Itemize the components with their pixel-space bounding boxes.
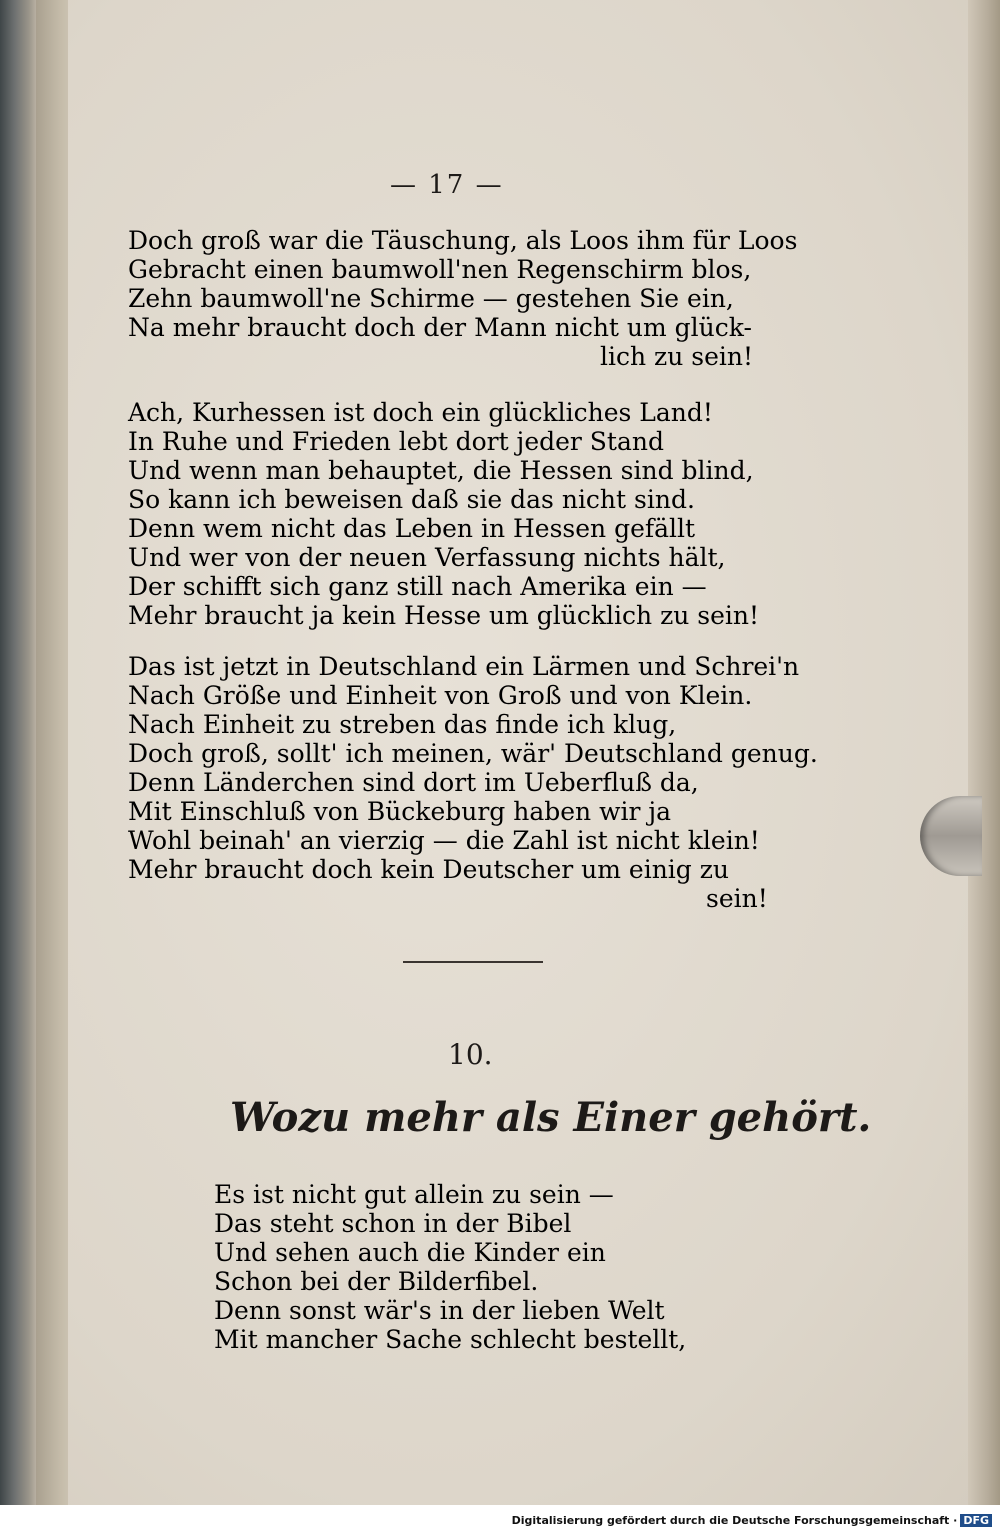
- verse-line: In Ruhe und Frieden lebt dort jeder Stand: [128, 427, 664, 456]
- book-binding: [0, 0, 36, 1533]
- page-right-edge: [968, 0, 1000, 1505]
- verse-line: Doch groß war die Täuschung, als Loos ihm für Loos: [128, 226, 798, 255]
- verse-line: Schon bei der Bilderfibel.: [214, 1267, 539, 1296]
- stanza-1: [128, 226, 797, 371]
- stanza-2: [128, 398, 759, 630]
- verse-line: Und sehen auch die Kinder ein: [214, 1238, 606, 1267]
- dfg-logo: DFG: [960, 1514, 992, 1527]
- verse-line: Denn Länderchen sind dort im Ueberfluß da,: [128, 768, 699, 797]
- verse-line: Zehn baumwoll'ne Schirme — gestehen Sie ein,: [128, 284, 734, 313]
- section-title: Wozu mehr als Einer gehört.: [230, 1094, 872, 1141]
- funding-notice: [512, 1514, 992, 1527]
- verse-line: Und wenn man behauptet, die Hessen sind blind,: [128, 456, 754, 485]
- verse-line: Das steht schon in der Bibel: [214, 1209, 572, 1238]
- verse-line: Nach Größe und Einheit von Groß und von Klein.: [128, 681, 753, 710]
- verse-line: Es ist nicht gut allein zu sein —: [214, 1180, 614, 1209]
- verse-continuation: sein!: [706, 884, 768, 913]
- verse-line: Und wer von der neuen Verfassung nichts hält,: [128, 543, 726, 572]
- verse-line: Doch groß, sollt' ich meinen, wär' Deutschland genug.: [128, 739, 818, 768]
- page-number: — 17 —: [390, 170, 504, 200]
- verse-line: Ach, Kurhessen ist doch ein glückliches Land!: [128, 398, 713, 427]
- verse-line: Wohl beinah' an vierzig — die Zahl ist nicht klein!: [128, 826, 760, 855]
- verse-line: Der schifft sich ganz still nach Amerika ein —: [128, 572, 707, 601]
- verse-line: Nach Einheit zu streben das finde ich klug,: [128, 710, 677, 739]
- verse-line: Denn wem nicht das Leben in Hessen gefällt: [128, 514, 696, 543]
- funding-text: Digitalisierung gefördert durch die Deutsche Forschungsgemeinschaft ·: [511, 1514, 958, 1527]
- stanza-3: [128, 652, 818, 913]
- stanza-4: [214, 1180, 686, 1354]
- verse-continuation: lich zu sein!: [600, 342, 754, 371]
- verse-line: So kann ich beweisen daß sie das nicht sind.: [128, 485, 695, 514]
- verse-line: Mit mancher Sache schlecht bestellt,: [214, 1325, 687, 1354]
- section-number: 10.: [448, 1038, 493, 1071]
- verse-line: Na mehr braucht doch der Mann nicht um glück-: [128, 313, 752, 342]
- verse-line: Gebracht einen baumwoll'nen Regenschirm blos,: [128, 255, 752, 284]
- verse-line: Mit Einschluß von Bückeburg haben wir ja: [128, 797, 672, 826]
- verse-line: Mehr braucht doch kein Deutscher um einig zu: [128, 855, 730, 884]
- verse-line: Denn sonst wär's in der lieben Welt: [214, 1296, 665, 1325]
- section-divider: [403, 961, 543, 963]
- verse-line: Mehr braucht ja kein Hesse um glücklich zu sein!: [128, 601, 760, 630]
- verse-line: Das ist jetzt in Deutschland ein Lärmen und Schrei'n: [128, 652, 800, 681]
